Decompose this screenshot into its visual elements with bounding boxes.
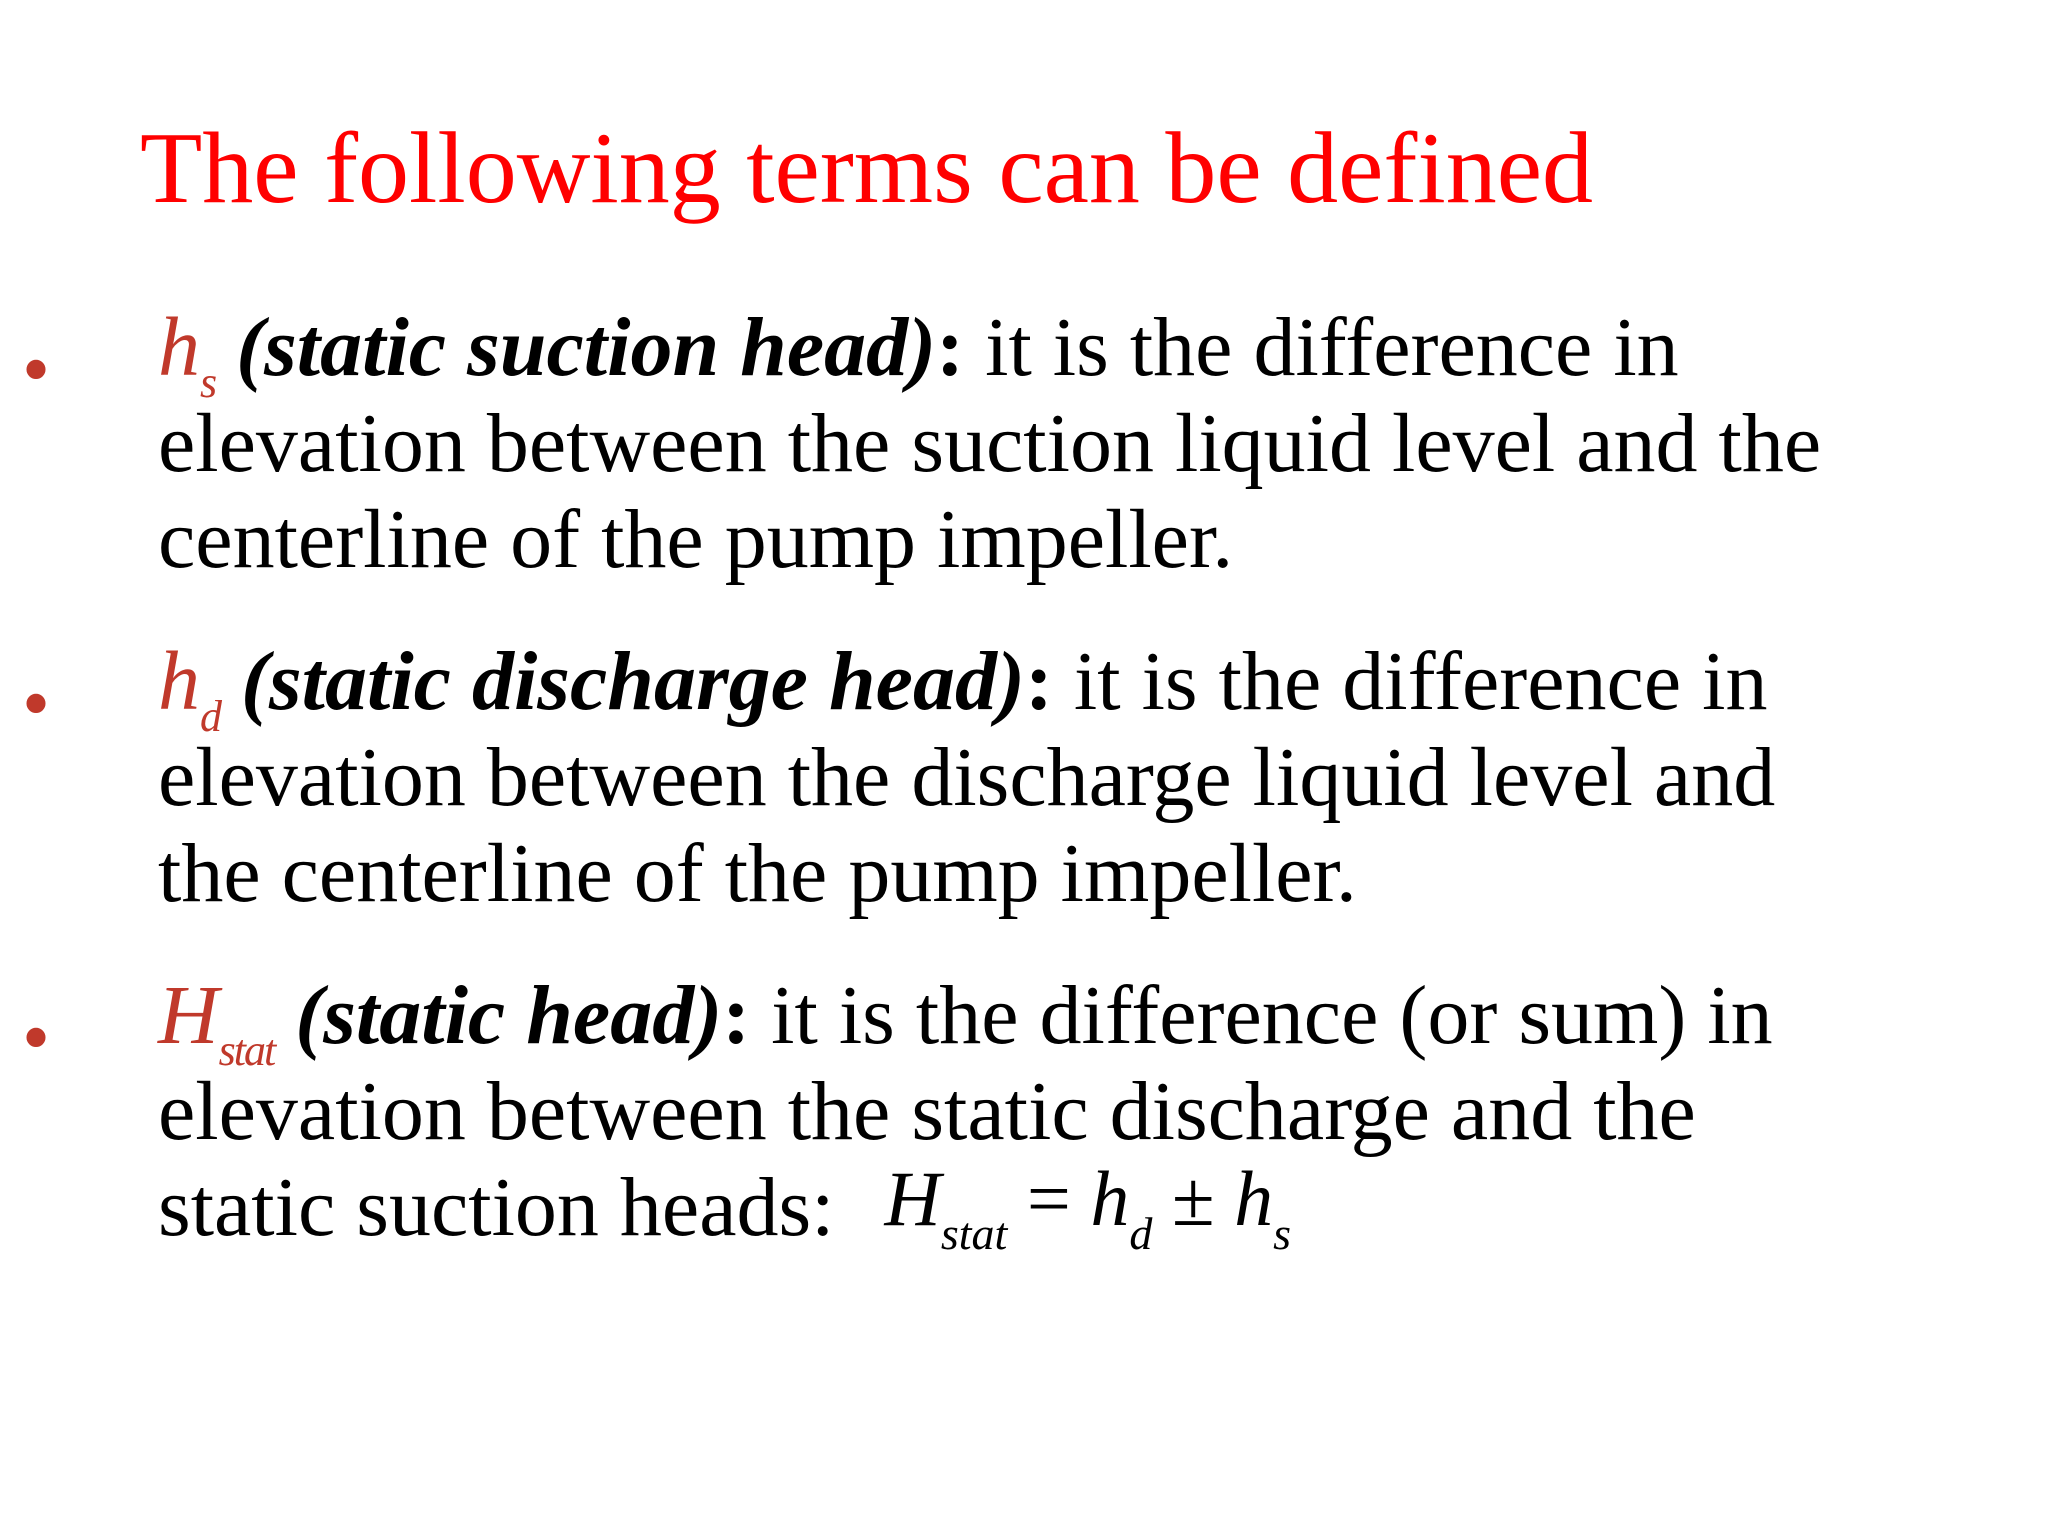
item-line-3 [158, 1155, 2038, 1259]
item-text [158, 968, 2038, 1259]
symbol-subscript: s [200, 358, 216, 407]
formula-equals: = [1007, 1155, 1091, 1242]
bullet-dot-icon: • [22, 660, 51, 748]
symbol-base: H [158, 969, 219, 1062]
definition-text: it is the difference in [964, 301, 1679, 394]
term-name: (static head) [295, 969, 723, 1062]
formula-term-2-subscript: s [1273, 1208, 1292, 1259]
formula-lhs-subscript: stat [940, 1208, 1008, 1259]
formula-term-2: h [1234, 1155, 1274, 1242]
symbol-base: h [158, 301, 200, 394]
symbol-subscript: stat [218, 1026, 275, 1075]
slide-title: The following terms can be defined [140, 112, 1594, 225]
formula-plus-minus: ± [1152, 1155, 1235, 1242]
bullet-dot-icon: • [22, 326, 51, 414]
formula-lhs: H [884, 1155, 941, 1242]
item-line-3: centerline of the pump impeller. [158, 493, 1234, 586]
item-line-1 [158, 634, 2038, 741]
item-line-2: elevation between the suction liquid level and the [158, 397, 1822, 490]
item-text [158, 634, 2038, 922]
term-name: (static suction head) [236, 301, 937, 394]
item-line-2: elevation between the discharge liquid level and [158, 731, 1776, 824]
term-symbol [158, 969, 275, 1075]
definition-text: it is the difference in [1052, 635, 1768, 728]
item-line-3: the centerline of the pump impeller. [158, 827, 1357, 920]
term-colon: : [722, 969, 751, 1062]
term-colon: : [936, 301, 965, 394]
definition-text: it is the difference (or sum) in [750, 969, 1773, 1062]
term-symbol [158, 635, 220, 741]
symbol-base: h [158, 635, 200, 728]
item-line-3-text: static suction heads: [158, 1161, 835, 1254]
formula-term-1: h [1090, 1155, 1130, 1242]
term-name: (static discharge head) [241, 635, 1025, 728]
formula-term-1-subscript: d [1129, 1208, 1153, 1259]
term-colon: : [1024, 635, 1053, 728]
item-line-1 [158, 300, 2038, 407]
static-head-formula [884, 1155, 1292, 1259]
item-text [158, 300, 2038, 588]
term-symbol [158, 301, 216, 407]
symbol-subscript: d [200, 692, 220, 741]
item-line-1 [158, 968, 2038, 1075]
bullet-dot-icon: • [22, 994, 51, 1082]
item-line-2: elevation between the static discharge and the [158, 1065, 1696, 1158]
